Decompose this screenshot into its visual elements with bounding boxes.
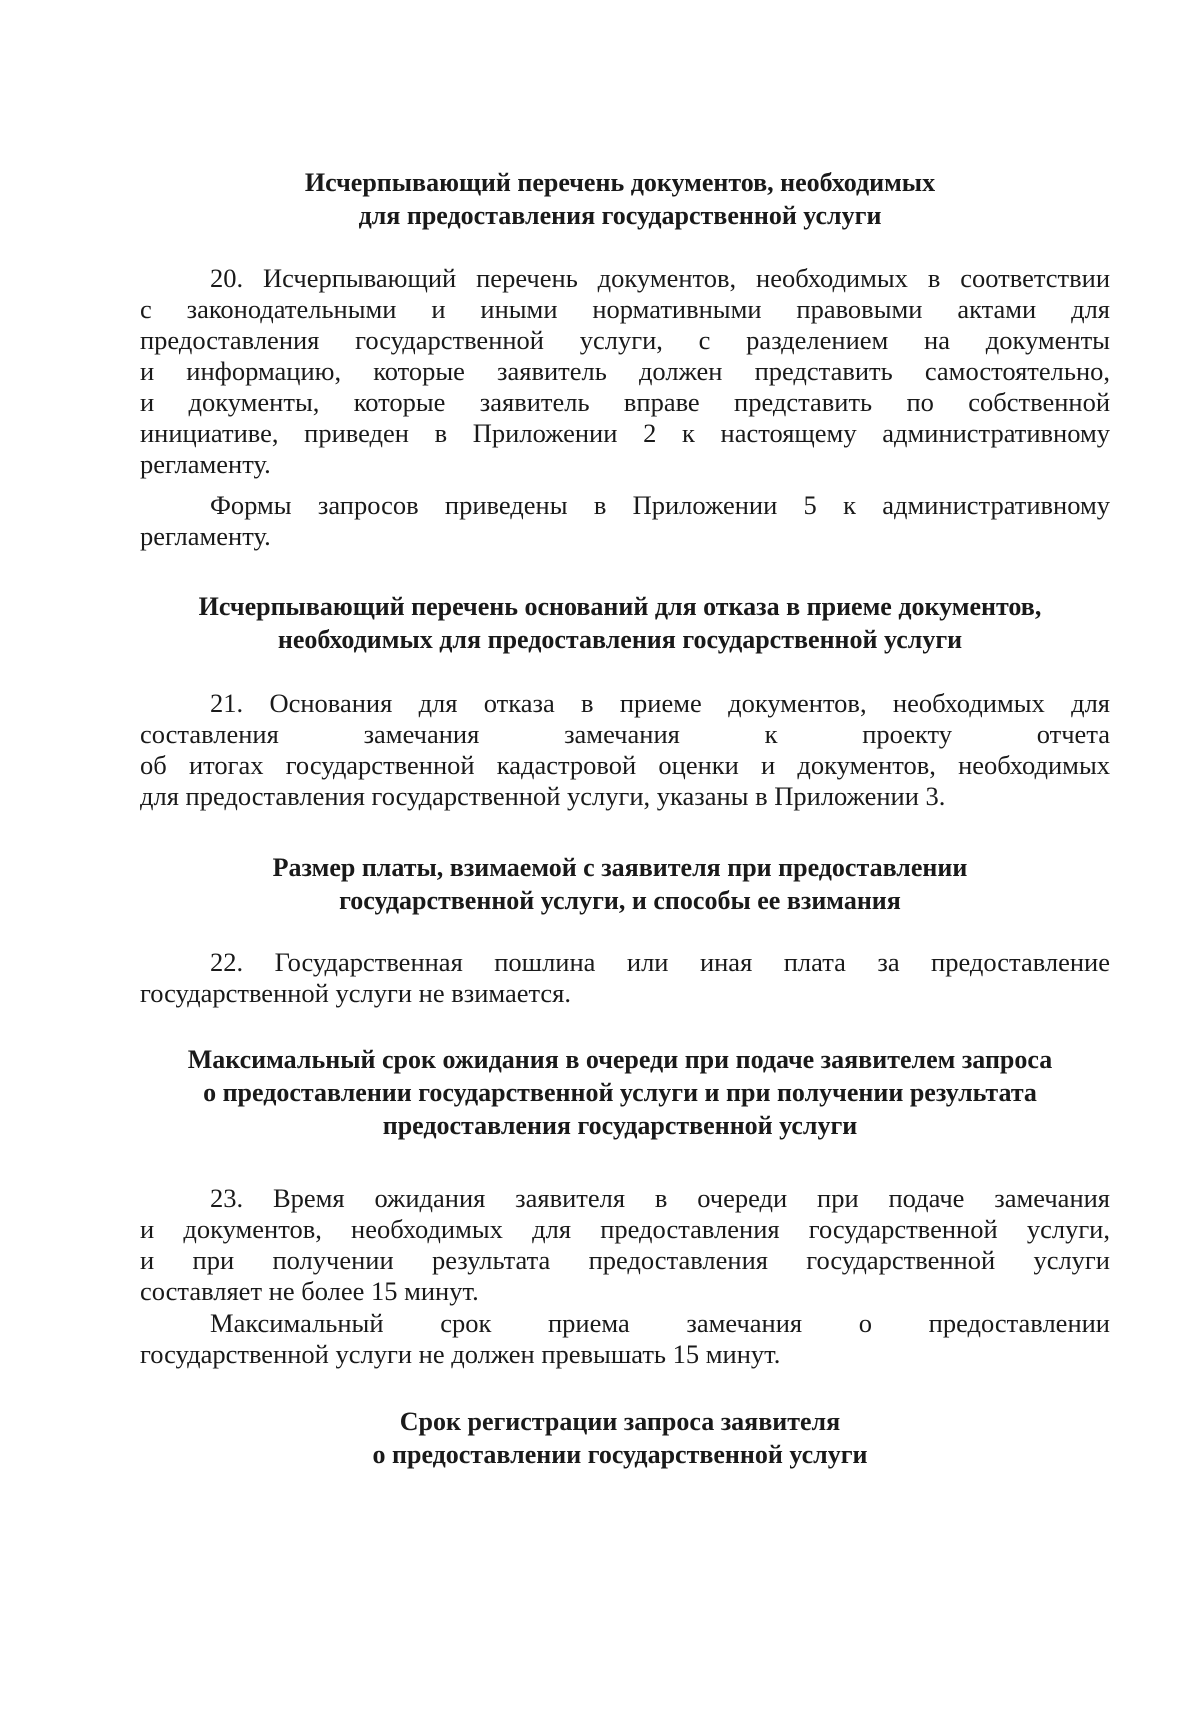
text-line: 22. Государственная пошлина или иная плата за предоставление [210,947,1110,977]
heading-line: Исчерпывающий перечень оснований для отказа в приеме документов, [198,592,1042,621]
section-heading-registration-time [130,1405,1110,1471]
text-line: Максимальный срок приема замечания о предоставлении [210,1308,1110,1338]
heading-line: о предоставлении государственной услуги и при получении результата [203,1078,1037,1107]
heading-line: государственной услуги, и способы ее взимания [339,886,901,915]
heading-line: Исчерпывающий перечень документов, необходимых [304,168,936,197]
text-line: и при получении результата предоставления государственной услуги [140,1245,1110,1275]
text-line: и информацию, которые заявитель должен представить самостоятельно, [140,356,1110,386]
text-line: предоставления государственной услуги, с разделением на документы [140,325,1110,355]
section-heading-documents-list [130,166,1110,232]
heading-line: Размер платы, взимаемой с заявителя при предоставлении [272,853,968,882]
text-line: 20. Исчерпывающий перечень документов, необходимых в соответствии [210,263,1110,293]
text-line: и документов, необходимых для предоставления государственной услуги, [140,1214,1110,1244]
text-line: составления замечания замечания к проекту отчета [140,719,1110,749]
heading-line: для предоставления государственной услуги [358,201,882,230]
text-line: государственной услуги не взимается. [140,978,571,1008]
text-line: с законодательными и иными нормативными правовыми актами для [140,294,1110,324]
heading-line: Максимальный срок ожидания в очереди при подаче заявителем запроса [187,1045,1053,1074]
paragraph-23 [140,1183,1110,1307]
heading-line: предоставления государственной услуги [382,1111,858,1140]
text-line: государственной услуги не должен превышать 15 минут. [140,1339,781,1369]
paragraph-20 [140,263,1110,480]
text-line: регламенту. [140,521,271,551]
paragraph-22 [140,947,1110,1009]
text-line: 23. Время ожидания заявителя в очереди при подаче замечания [210,1183,1110,1213]
section-heading-fee [130,851,1110,917]
text-line: составляет не более 15 минут. [140,1276,479,1306]
section-heading-queue-time [130,1043,1110,1142]
heading-line: Срок регистрации запроса заявителя [399,1407,841,1436]
text-line: и документы, которые заявитель вправе представить по собственной [140,387,1110,417]
paragraph-max-time [140,1308,1110,1370]
section-heading-refusal-grounds [130,590,1110,656]
heading-line: о предоставлении государственной услуги [372,1440,868,1469]
text-line: об итогах государственной кадастровой оценки и документов, необходимых [140,750,1110,780]
text-line: Формы запросов приведены в Приложении 5 к административному [210,490,1110,520]
text-line: для предоставления государственной услуги, указаны в Приложении 3. [140,781,946,811]
paragraph-forms [140,490,1110,552]
heading-line: необходимых для предоставления государственной услуги [277,625,963,654]
paragraph-21 [140,688,1110,812]
text-line: 21. Основания для отказа в приеме документов, необходимых для [210,688,1110,718]
text-line: инициативе, приведен в Приложении 2 к настоящему административному [140,418,1110,448]
text-line: регламенту. [140,449,271,479]
